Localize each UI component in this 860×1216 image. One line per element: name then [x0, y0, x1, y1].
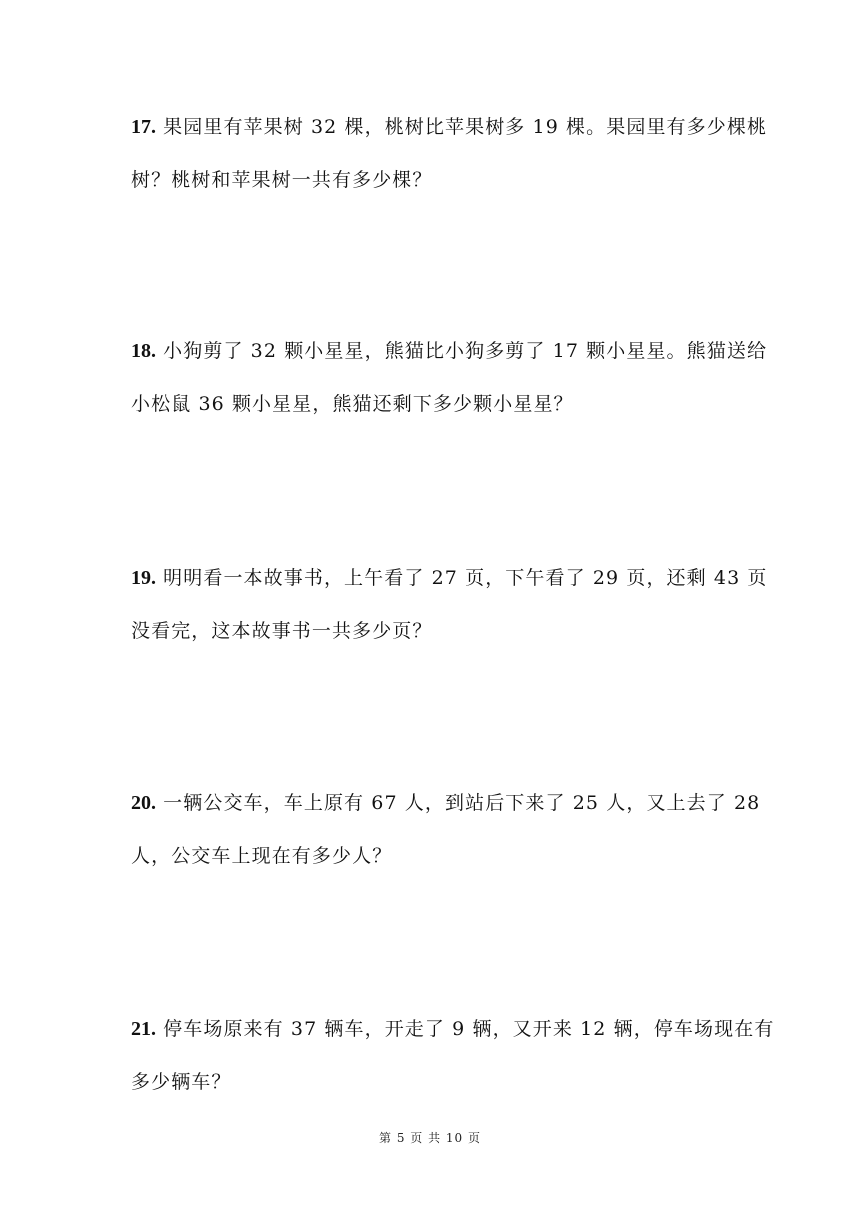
- question-20: [131, 777, 783, 883]
- question-text: 果园里有苹果树 32 棵，桃树比苹果树多 19 棵。果园里有多少棵桃树？桃树和苹果树一共有多少棵？: [131, 116, 768, 191]
- question-text: 停车场原来有 37 辆车，开走了 9 辆，又开来 12 辆，停车场现在有多少辆车？: [131, 1018, 775, 1093]
- question-21: [131, 1003, 783, 1109]
- question-17: [131, 101, 783, 207]
- question-number: 17.: [131, 116, 156, 138]
- question-number: 19.: [131, 567, 156, 589]
- question-text: 一辆公交车，车上原有 67 人，到站后下来了 25 人，又上去了 28 人，公交车上现在有多少人？: [131, 792, 761, 867]
- page-footer: 第 5 页 共 10 页: [379, 1131, 481, 1145]
- question-19: [131, 552, 783, 658]
- question-text: 小狗剪了 32 颗小星星，熊猫比小狗多剪了 17 颗小星星。熊猫送给小松鼠 36 颗小星星，熊猫还剩下多少颗小星星？: [131, 340, 768, 415]
- question-number: 21.: [131, 1018, 156, 1040]
- question-number: 18.: [131, 340, 156, 362]
- question-text: 明明看一本故事书，上午看了 27 页，下午看了 29 页，还剩 43 页没看完，这本故事书一共多少页？: [131, 567, 768, 642]
- question-18: [131, 325, 783, 431]
- question-number: 20.: [131, 792, 156, 814]
